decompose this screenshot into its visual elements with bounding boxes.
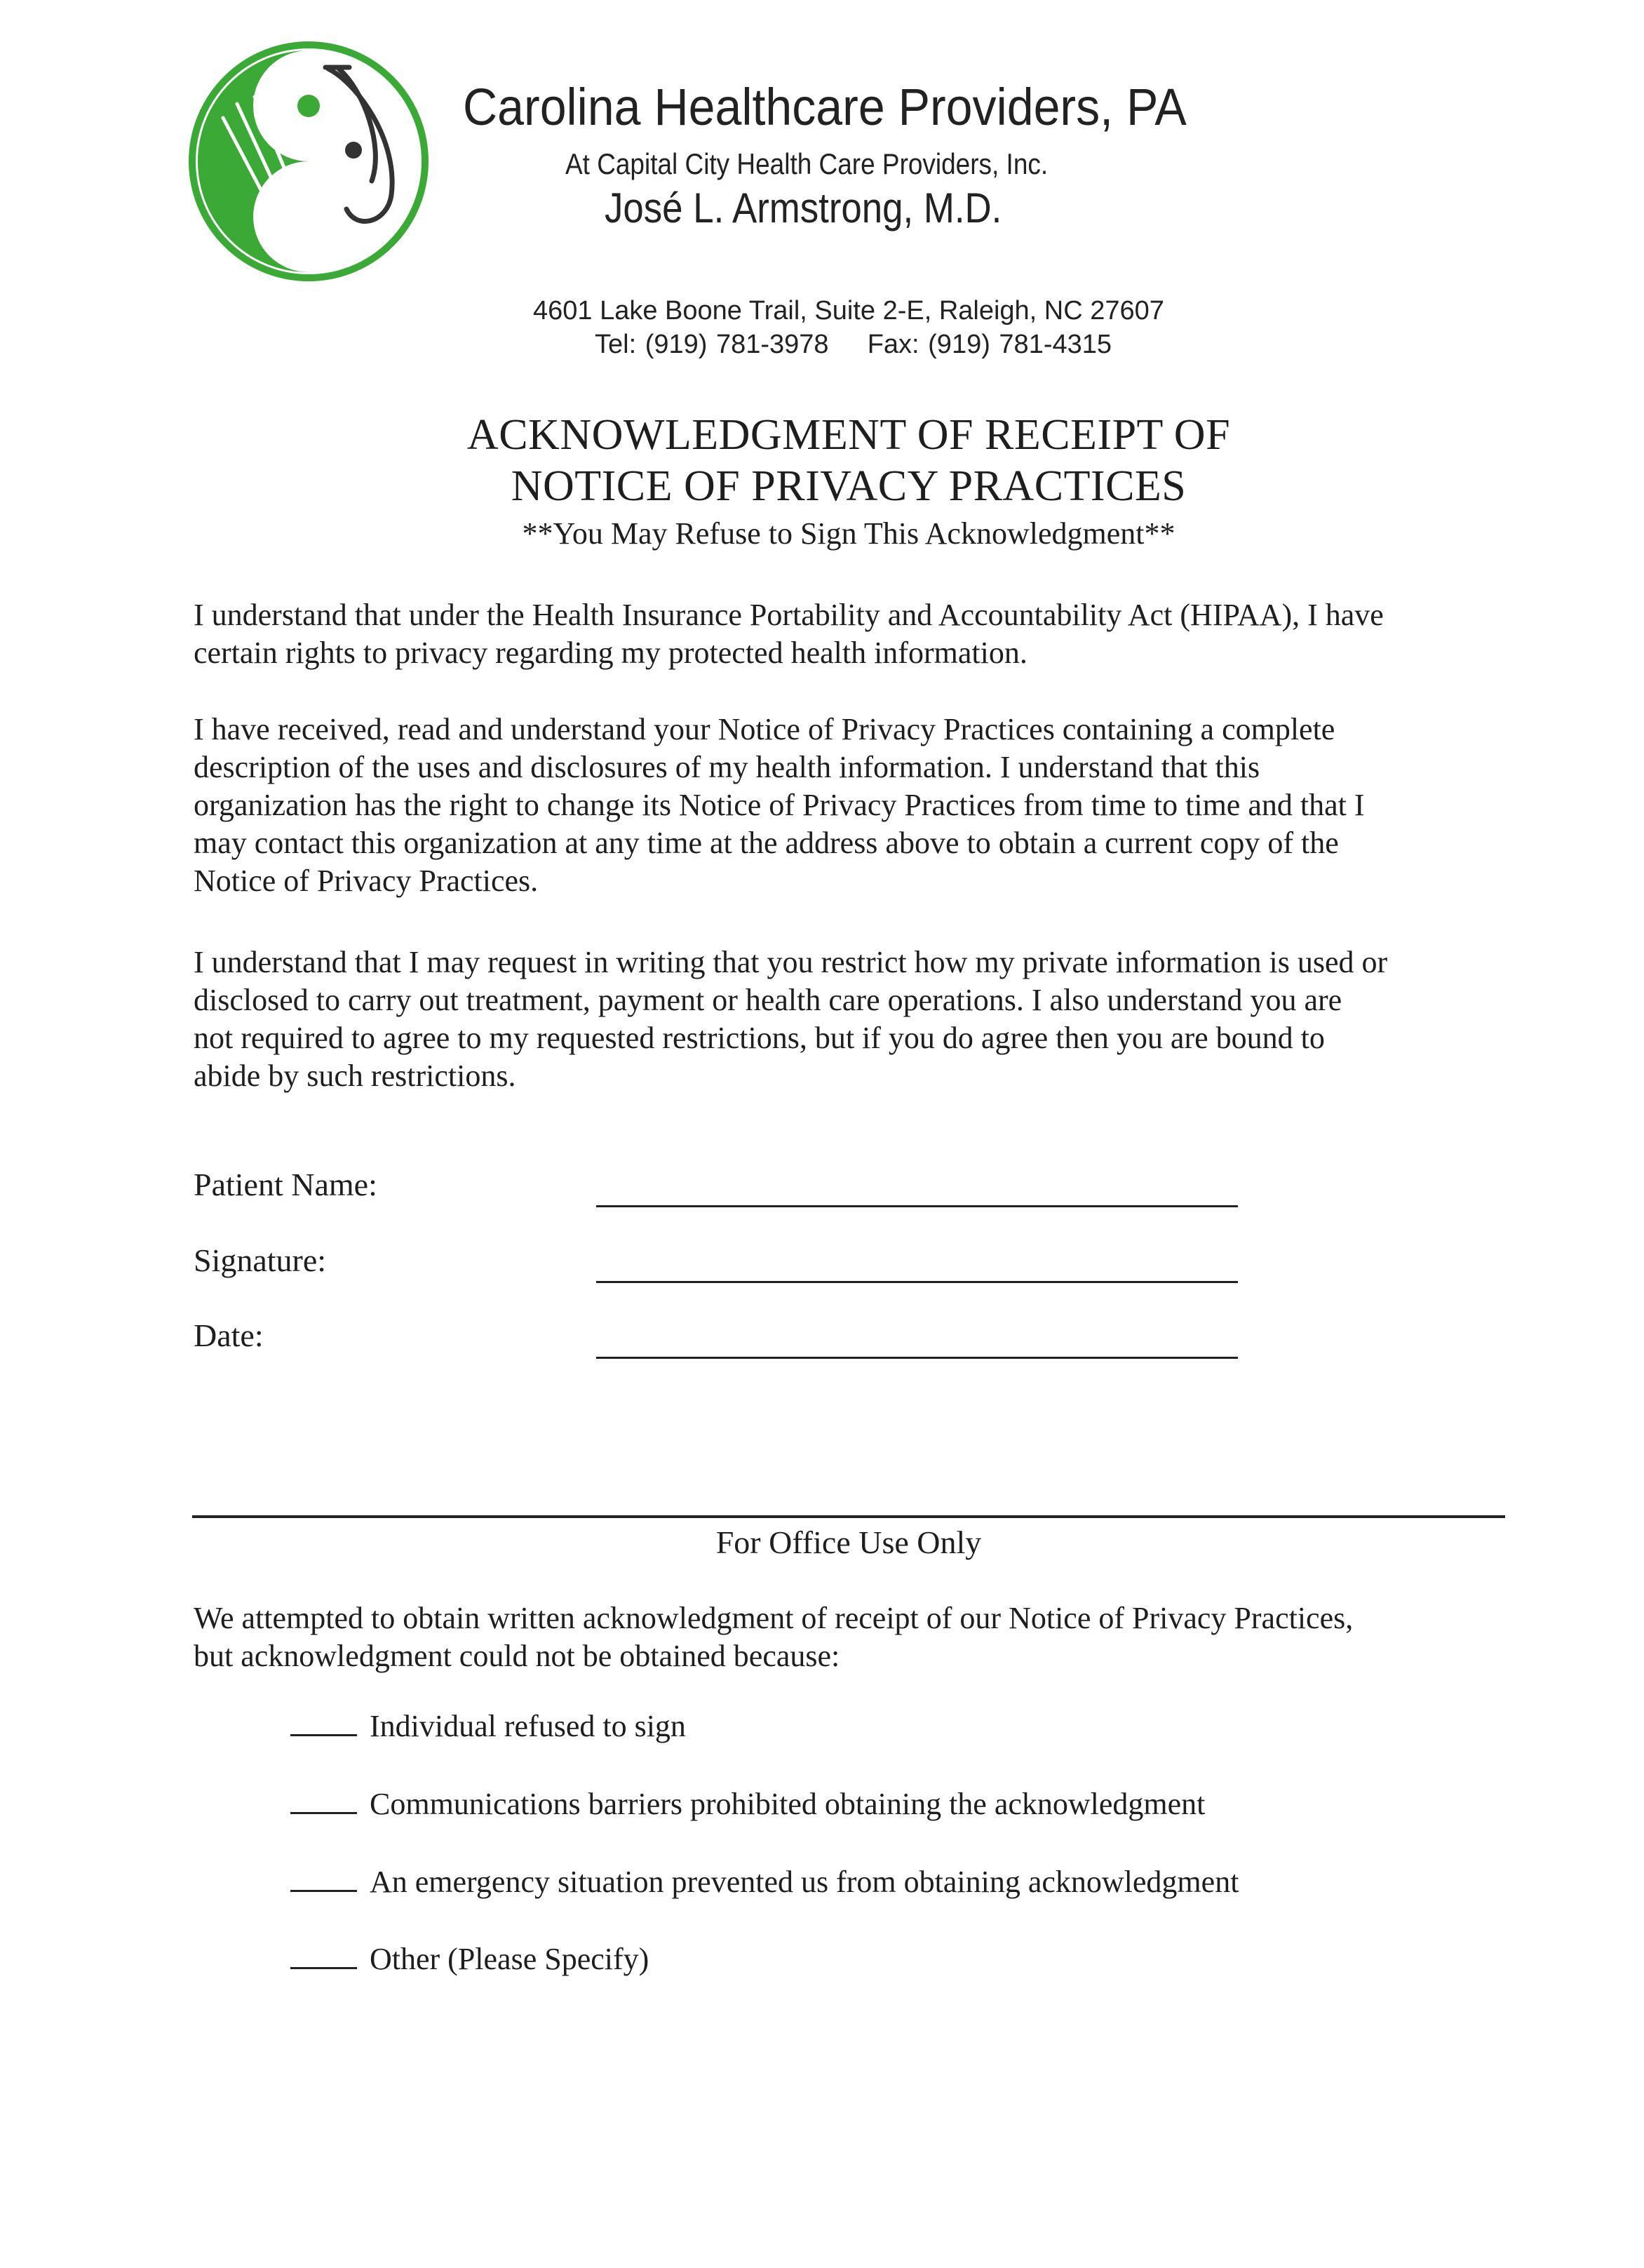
paragraph-line: certain rights to privacy regarding my protected health information.: [194, 636, 1028, 670]
paragraph-line: organization has the right to change its Notice of Privacy Practices from time to time and that I: [194, 788, 1365, 822]
paragraph-line: I understand that under the Health Insurance Portability and Accountability Act (HIPAA), I have: [194, 598, 1384, 632]
date-field[interactable]: [596, 1357, 1238, 1359]
practice-name: Carolina Healthcare Providers, PA: [463, 78, 1187, 136]
fax-label: Fax:: [867, 330, 919, 359]
paragraph-hipaa-rights: [194, 596, 1512, 672]
option-checkbox-blank[interactable]: [290, 1787, 357, 1814]
fax-number: (919) 781-4315: [928, 330, 1112, 359]
office-use-divider: [192, 1515, 1505, 1518]
patient-name-label: Patient Name:: [194, 1167, 377, 1202]
paragraph-line: disclosed to carry out treatment, payment or health care operations. I also understand you are: [194, 983, 1342, 1017]
office-use-intro: [194, 1599, 1512, 1675]
contact-line: [595, 330, 1112, 360]
document-title-line-1: ACKNOWLEDGMENT OF RECEIPT OF: [466, 411, 1231, 459]
practice-logo: [188, 41, 429, 282]
paragraph-line: abide by such restrictions.: [194, 1059, 516, 1093]
physician-name: José L. Armstrong, M.D.: [605, 184, 1002, 232]
paragraph-line: I understand that I may request in writing that you restrict how my private information is used or: [194, 945, 1388, 979]
office-use-heading: For Office Use Only: [715, 1524, 982, 1560]
date-label: Date:: [194, 1317, 264, 1353]
signature-label: Signature:: [194, 1242, 327, 1278]
paragraph-line: Notice of Privacy Practices.: [194, 864, 539, 898]
option-label: Individual refused to sign: [370, 1709, 686, 1743]
option-label: An emergency situation prevented us from obtaining acknowledgment: [370, 1865, 1239, 1899]
signature-field[interactable]: [596, 1281, 1238, 1283]
option-refused: [290, 1708, 686, 1744]
paragraph-line: description of the uses and disclosures of my health information. I understand that this: [194, 750, 1260, 784]
paragraph-line: not required to agree to my requested restrictions, but if you do agree then you are bound to: [194, 1021, 1325, 1055]
option-emergency: [290, 1864, 1239, 1900]
option-label: Communications barriers prohibited obtaining the acknowledgment: [370, 1787, 1206, 1821]
option-checkbox-blank[interactable]: [290, 1709, 357, 1736]
document-subtitle: **You May Refuse to Sign This Acknowledgment**: [522, 516, 1175, 551]
option-other: [290, 1941, 649, 1977]
paragraph-restrictions: [194, 944, 1512, 1095]
yin-yang-stethoscope-icon: [188, 41, 429, 282]
tel-number: (919) 781-3978: [645, 330, 829, 359]
paragraph-line: but acknowledgment could not be obtained because:: [194, 1639, 840, 1673]
option-communication-barriers: [290, 1786, 1205, 1822]
paragraph-line: We attempted to obtain written acknowledgment of receipt of our Notice of Privacy Practices,: [194, 1601, 1354, 1635]
address: 4601 Lake Boone Trail, Suite 2-E, Raleigh, NC 27607: [533, 296, 1164, 326]
patient-name-field[interactable]: [596, 1205, 1238, 1207]
paragraph-notice-received: [194, 711, 1512, 900]
option-label: Other (Please Specify): [370, 1942, 649, 1976]
option-checkbox-blank[interactable]: [290, 1865, 357, 1892]
paragraph-line: may contact this organization at any time at the address above to obtain a current copy of the: [194, 826, 1339, 860]
tel-label: Tel:: [595, 330, 637, 359]
document-title-line-2: NOTICE OF PRIVACY PRACTICES: [511, 462, 1187, 510]
option-checkbox-blank[interactable]: [290, 1942, 357, 1969]
affiliation: At Capital City Health Care Providers, Inc.: [565, 147, 1049, 180]
paragraph-line: I have received, read and understand your Notice of Privacy Practices containing a complete: [194, 712, 1335, 746]
